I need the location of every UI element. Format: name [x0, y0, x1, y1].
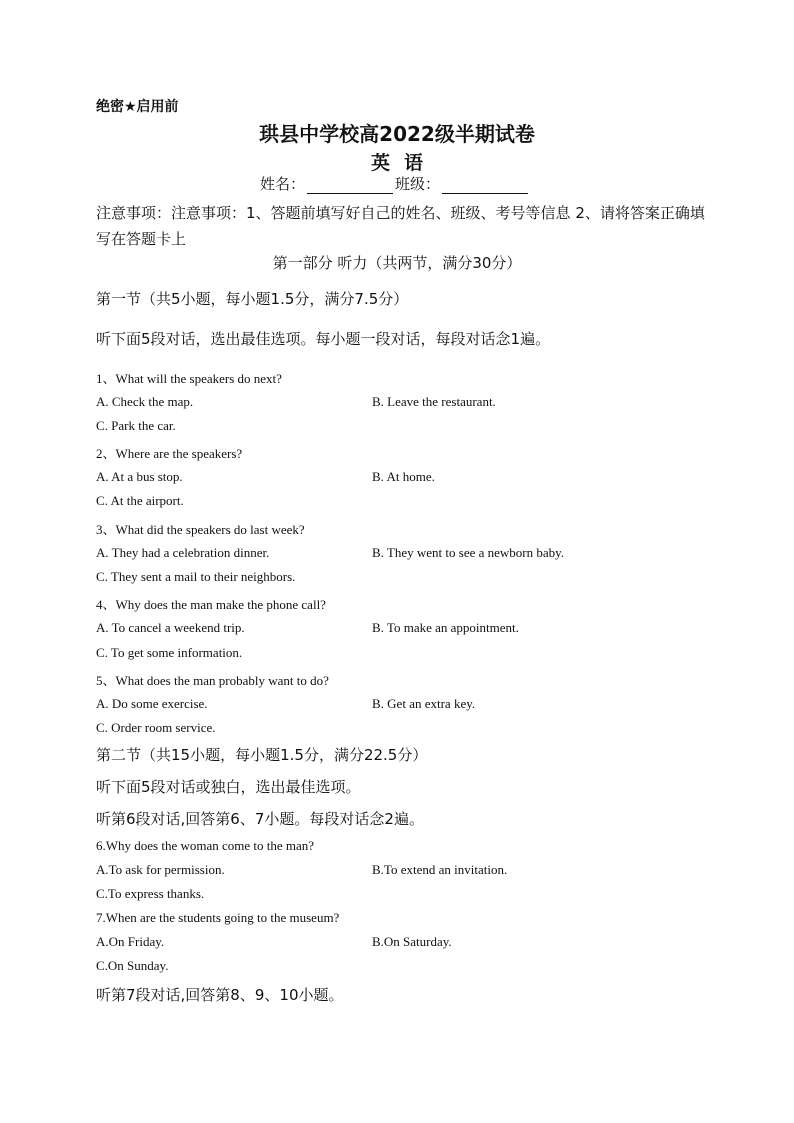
- question-3-option-c: C. They sent a mail to their neighbors.: [96, 569, 296, 584]
- question-3-option-a: A. They had a celebration dinner.: [96, 545, 270, 560]
- question-1-option-b: B. Leave the restaurant.: [372, 394, 496, 409]
- name-class-row: [260, 173, 530, 194]
- question-2-option-a: A. At a bus stop.: [96, 469, 183, 484]
- question-7-option-b: B.On Saturday.: [372, 934, 452, 949]
- question-2-option-b: B. At home.: [372, 469, 435, 484]
- section-two-instruction: 听下面5段对话或独白，选出最佳选项。: [96, 778, 361, 796]
- question-1: 1、What will the speakers do next?: [96, 371, 282, 386]
- question-2-option-c: C. At the airport.: [96, 493, 184, 508]
- section-two-heading: 第二节（共15小题，每小题1.5分，满分22.5分）: [96, 746, 428, 764]
- question-4-option-c: C. To get some information.: [96, 645, 243, 660]
- question-4-option-b: B. To make an appointment.: [372, 620, 519, 635]
- question-2: 2、Where are the speakers?: [96, 446, 243, 461]
- question-6-option-b: B.To extend an invitation.: [372, 862, 508, 877]
- name-blank[interactable]: [307, 177, 393, 194]
- question-7: 7.When are the students going to the museum?: [96, 910, 340, 925]
- section-one-heading: 第一节（共5小题，每小题1.5分，满分7.5分）: [96, 290, 409, 308]
- dialog-6-instruction: 听第6段对话,回答第6、7小题。每段对话念2遍。: [96, 810, 424, 828]
- question-7-option-a: A.On Friday.: [96, 934, 165, 949]
- dialog-7-instruction: 听第7段对话,回答第8、9、10小题。: [96, 986, 344, 1004]
- question-6-option-a: A.To ask for permission.: [96, 862, 225, 877]
- name-label: 姓名：: [260, 175, 306, 193]
- question-6-option-c: C.To express thanks.: [96, 886, 205, 901]
- question-5-option-b: B. Get an extra key.: [372, 696, 476, 711]
- question-1-option-c: C. Park the car.: [96, 418, 176, 433]
- question-3-option-b: B. They went to see a newborn baby.: [372, 545, 565, 560]
- question-1-option-a: A. Check the map.: [96, 394, 194, 409]
- part-one-title: 第一部分 听力（共两节，满分30分）: [272, 254, 522, 272]
- question-5-option-a: A. Do some exercise.: [96, 696, 208, 711]
- question-7-option-c: C.On Sunday.: [96, 958, 169, 973]
- question-6: 6.Why does the woman come to the man?: [96, 838, 315, 853]
- notice-text: 注意事项：注意事项：1、答题前填写好自己的姓名、班级、考号等信息 2、请将答案正确填写在答题卡上: [96, 204, 705, 248]
- exam-title: 珙县中学校高2022级半期试卷: [259, 122, 535, 146]
- section-one-instruction: 听下面5段对话，选出最佳选项。每小题一段对话，每段对话念1遍。: [96, 330, 551, 348]
- class-label: 班级：: [395, 175, 441, 193]
- question-5-option-c: C. Order room service.: [96, 720, 216, 735]
- confidential-label: 绝密★启用前: [96, 99, 179, 115]
- subject-title: 英语: [370, 152, 437, 174]
- question-4: 4、Why does the man make the phone call?: [96, 597, 326, 612]
- class-blank[interactable]: [442, 177, 528, 194]
- question-3: 3、What did the speakers do last week?: [96, 522, 305, 537]
- question-4-option-a: A. To cancel a weekend trip.: [96, 620, 245, 635]
- question-5: 5、What does the man probably want to do?: [96, 673, 329, 688]
